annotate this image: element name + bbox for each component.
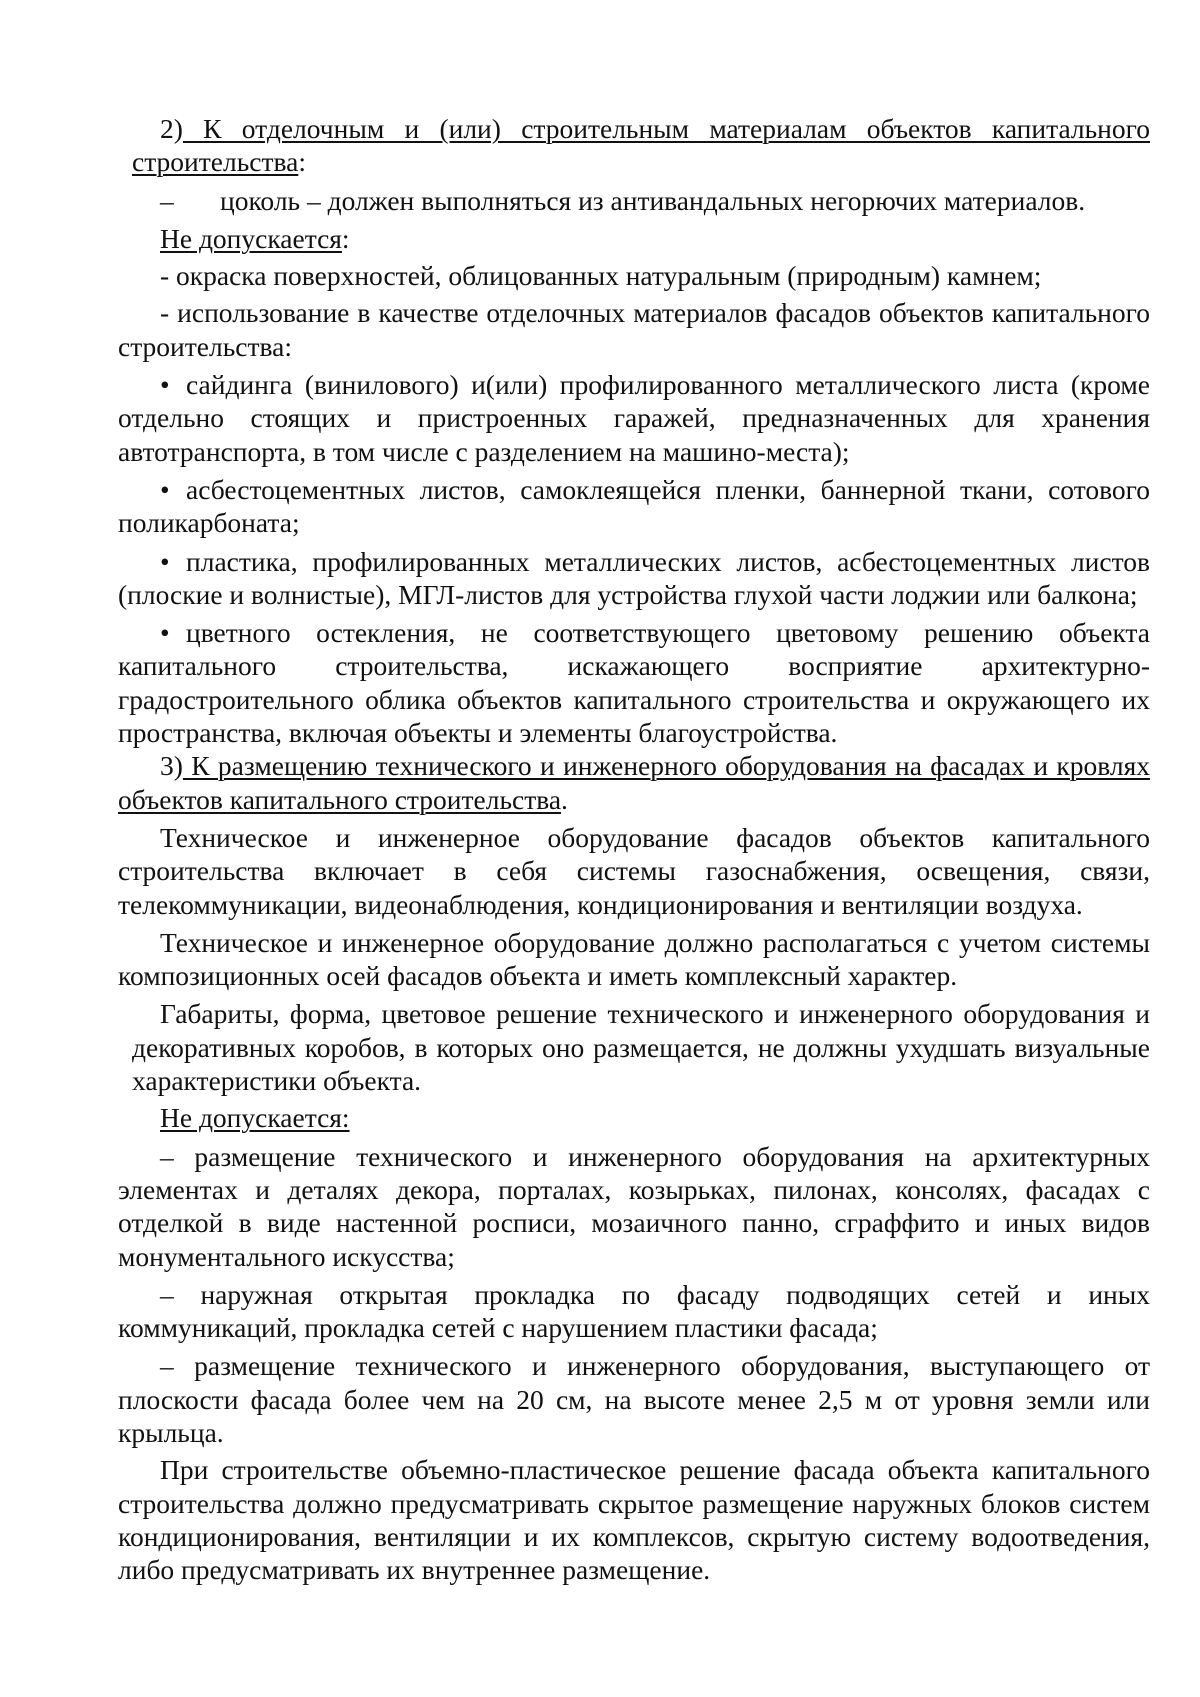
bullet-text: асбестоцементных листов, самоклеящейся пленки, баннерной ткани, сотового поликарбоната; (118, 473, 1150, 539)
section-2-title-end: : (298, 146, 306, 178)
section-3-heading (118, 749, 1150, 816)
section-3-title: К размещению технического и инженерного оборудования на фасадах и кровлях объектов капитального строительства (118, 750, 1150, 815)
list-item: - использование в качестве отделочных материалов фасадов объектов капитального строительства: (118, 297, 1150, 362)
plinth-requirement (118, 184, 1150, 217)
section-3-number: 3) (160, 750, 183, 782)
paragraph: Габариты, форма, цветовое решение технического и инженерного оборудования и декоративных коробов, в которых оно размещается, не должны ухудшать визуальные характеристики объекта. (132, 998, 1150, 1097)
section-3-title-end: . (561, 783, 568, 815)
not-allowed-colon: : (341, 222, 350, 254)
section-3-not-allowed-heading (118, 1101, 1150, 1134)
bullet-mark: • (160, 545, 170, 577)
bullet-mark: • (160, 473, 170, 505)
document-page (118, 112, 1150, 1586)
section-2-heading (118, 112, 1150, 179)
closing-paragraph: При строительстве объемно-пластическое решение фасада объекта капитального строительства должно предусматривать скрытое размещение наружных блоков систем кондиционирования, вентиляции и их комплексов, скрытую систему водоотведения, либо предусматривать их внутреннее размещение. (118, 1454, 1150, 1586)
bullet-item (118, 368, 1150, 468)
paragraph: Техническое и инженерное оборудование должно располагаться с учетом системы композиционных осей фасадов объекта и иметь комплексный характер. (118, 926, 1150, 992)
plinth-requirement-text: цоколь – должен выполняться из антивандальных негорючих материалов. (220, 184, 1086, 216)
dash-mark: – (160, 184, 174, 216)
bullet-mark: • (160, 617, 170, 649)
bullet-item (118, 616, 1150, 749)
bullet-item (118, 473, 1150, 540)
bullet-mark: • (160, 369, 170, 401)
paragraph: Техническое и инженерное оборудование фасадов объектов капитального строительства включает в себя системы газоснабжения, освещения, связи, телекоммуникации, видеонаблюдения, кондиционирования и вентиляции воздуха. (118, 821, 1150, 920)
section-2-not-allowed-heading (118, 222, 1150, 255)
bullet-text: сайдинга (винилового) и(или) профилированного металлического листа (кроме отдельно стоящих и пристроенных гаражей, предназначенных для хранения автотранспорта, в том числе с разделением на машино-места); (118, 369, 1150, 467)
section-2-number: 2) (160, 113, 183, 144)
section-2-title: К отделочным и (или) строительным материалам объектов капитального строительства (132, 113, 1150, 178)
list-item: - окраска поверхностей, облицованных натуральным (природным) камнем; (160, 260, 1042, 292)
bullet-text: пластика, профилированных металлических листов, асбестоцементных листов (плоские и волнистые), МГЛ-листов для устройства глухой части лоджии или балкона; (118, 545, 1150, 610)
list-item: – наружная открытая прокладка по фасаду подводящих сетей и иных коммуникаций, прокладка сетей с нарушением пластики фасада; (118, 1278, 1150, 1344)
list-item: – размещение технического и инженерного оборудования на архитектурных элементах и деталях декора, порталах, козырьках, пилонах, консолях, фасадах с отделкой в виде настенной росписи, мозаичного панно, сграффито и иных видов монументального искусства; (118, 1140, 1150, 1272)
bullet-item (118, 545, 1150, 612)
list-item: – размещение технического и инженерного оборудования, выступающего от плоскости фасада более чем на 20 см, на высоте менее 2,5 м от уровня земли или крыльца. (118, 1350, 1150, 1448)
not-allowed-label: Не допускается: (160, 1102, 350, 1134)
not-allowed-label: Не допускается (160, 222, 342, 254)
bullet-text: цветного остекления, не соответствующего цветовому решению объекта капитального строительства, искажающего восприятие архитектурно-градостроительного облика объектов капитального строительства и окружающего их пространства, включая объекты и элементы благоустройства. (118, 617, 1150, 749)
